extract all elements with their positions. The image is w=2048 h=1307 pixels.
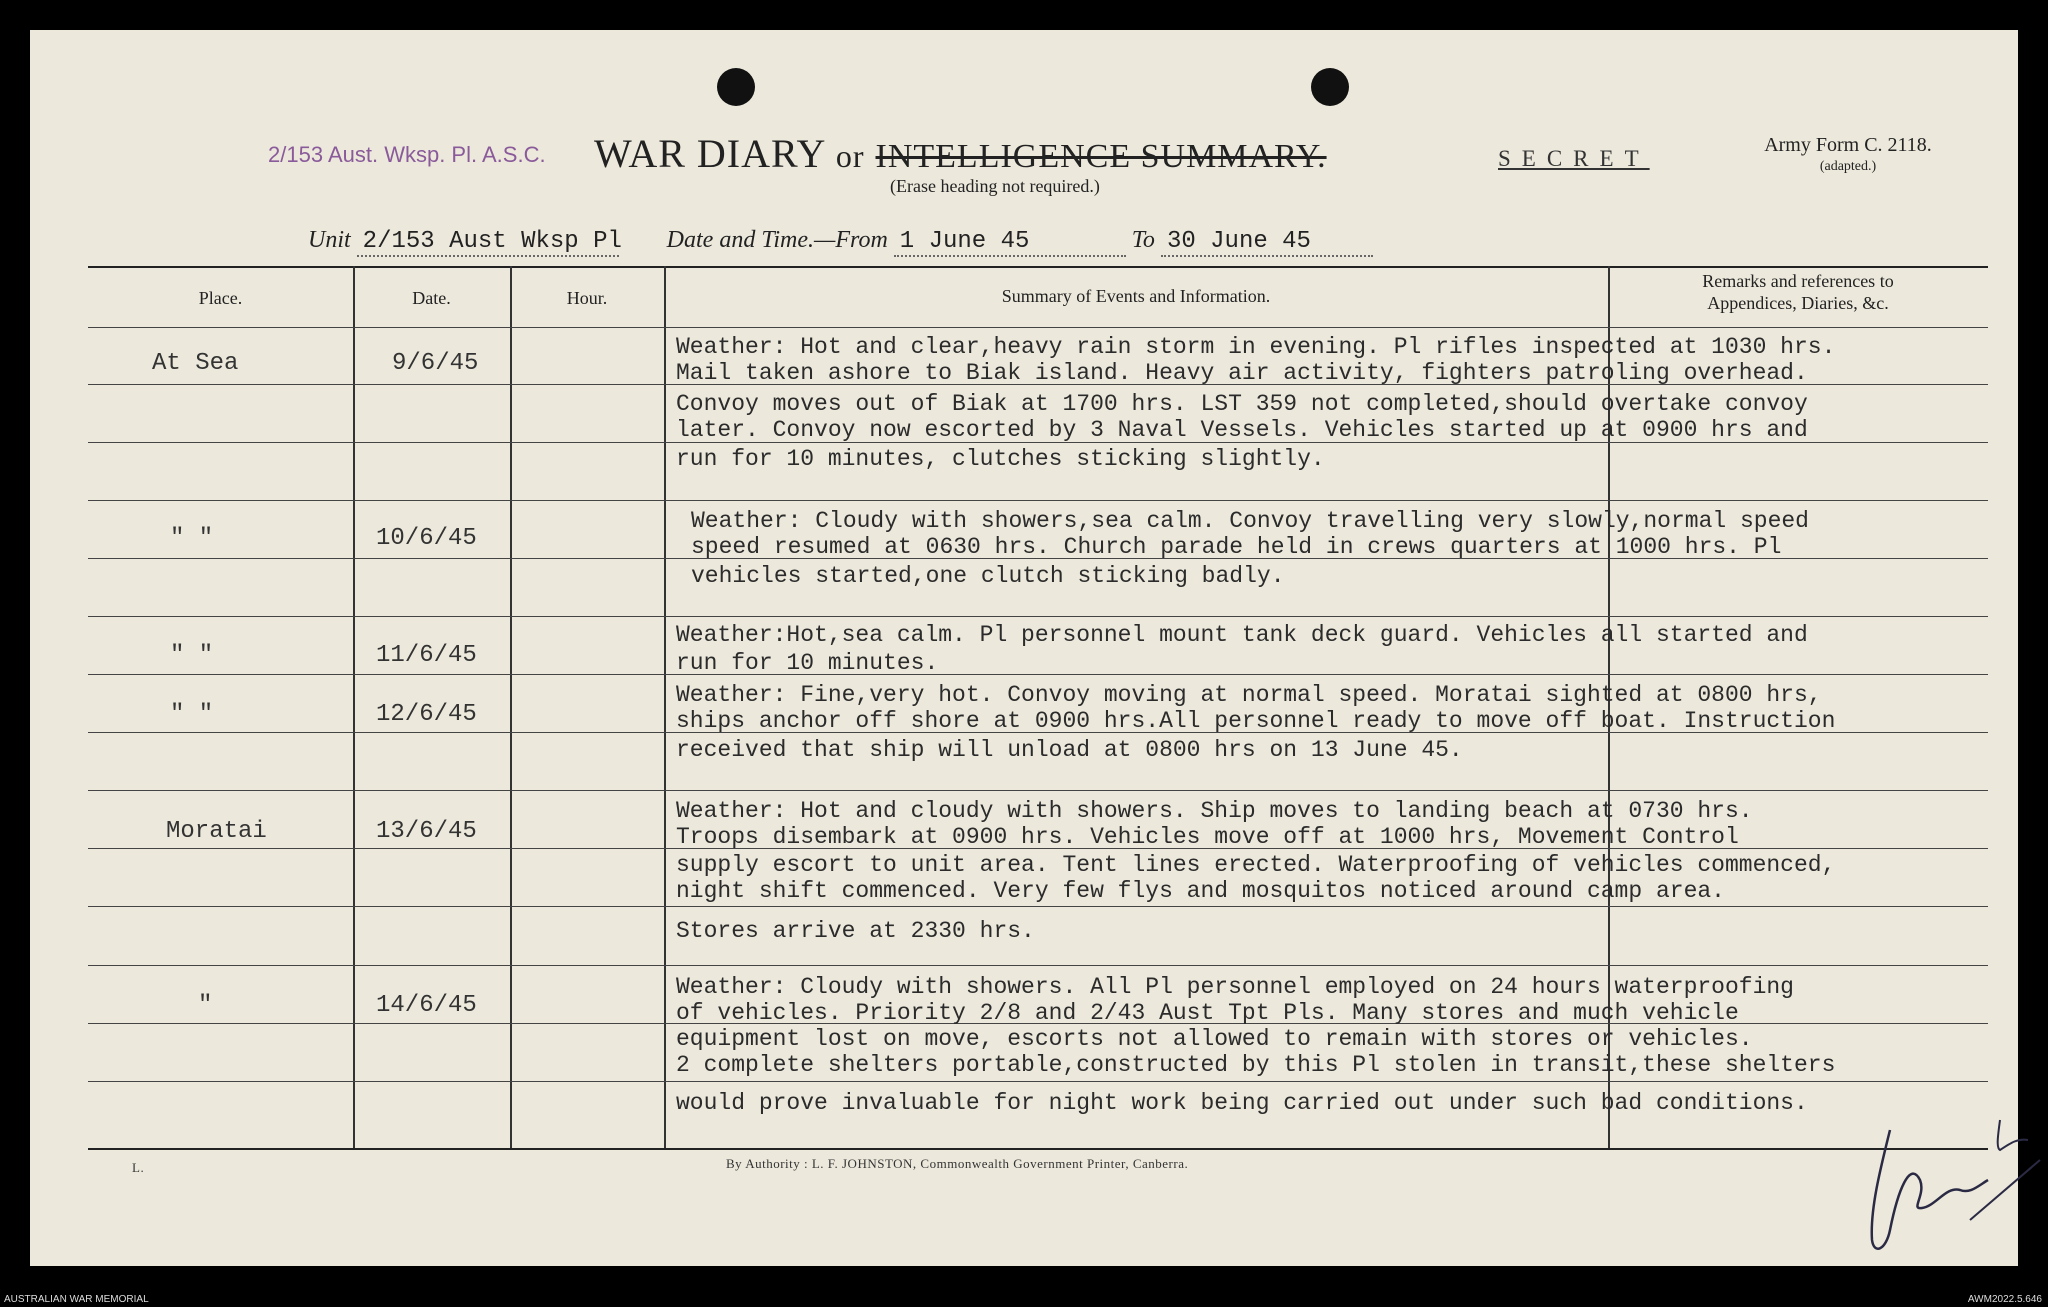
summary-line: Weather:Hot,sea calm. Pl personnel mount tank deck guard. Vehicles all started and [676,622,1808,648]
archive-right: AWM2022.5.646 [1967,1294,2042,1305]
col-header-date: Date. [412,288,451,308]
place-cell: " [198,992,213,1019]
unit-stamp: 2/153 Aust. Wksp. Pl. A.S.C. [268,142,546,167]
summary-line: Weather: Cloudy with showers. All Pl personnel employed on 24 hours waterproofing [676,974,1794,1000]
summary-line: ships anchor off shore at 0900 hrs.All personnel ready to move off boat. Instruction [676,708,1836,734]
rule [88,965,1988,966]
page-title [594,130,1327,177]
date-cell: 9/6/45 [392,350,479,377]
unit-line [308,227,1373,257]
table-top-rule [88,266,1988,268]
summary-line: later. Convoy now escorted by 3 Naval Vessels. Vehicles started up at 0900 hrs and [676,417,1808,443]
form-name: Army Form C. 2118. [1764,134,1932,156]
summary-line: Weather: Fine,very hot. Convoy moving at normal speed. Moratai sighted at 0800 hrs, [676,682,1822,708]
col-divider-place [353,266,355,1148]
summary-line: run for 10 minutes. [676,650,939,676]
punch-hole-right [1311,68,1349,106]
col-divider-date [510,266,512,1148]
date-label: Date and Time.—From [666,227,888,253]
to-value: 30 June 45 [1161,228,1373,257]
classification-secret: SECRET [1498,146,1650,171]
place-cell: Moratai [166,818,267,845]
summary-line: would prove invaluable for night work being carried out under such bad conditions. [676,1090,1808,1116]
rule [88,616,1988,617]
from-value: 1 June 45 [894,228,1126,257]
diary-page [30,30,2018,1266]
signature-mark [1850,1090,2048,1270]
summary-line: run for 10 minutes, clutches sticking slightly. [676,446,1325,472]
place-cell: " " [170,525,214,552]
summary-line: Weather: Hot and clear,heavy rain storm in evening. Pl rifles inspected at 1030 hrs. [676,334,1836,360]
title-war-diary: WAR DIARY [594,131,825,176]
date-cell: 10/6/45 [376,525,477,552]
summary-line: Troops disembark at 0900 hrs. Vehicles move off at 1000 hrs, Movement Control [676,824,1739,850]
summary-line: equipment lost on move, escorts not allowed to remain with stores or vehicles. [676,1026,1753,1052]
footer-left-mark: L. [132,1160,145,1175]
table-bottom-rule [88,1148,1988,1150]
summary-line: of vehicles. Priority 2/8 and 2/43 Aust Tpt Pls. Many stores and much vehicle [676,1000,1739,1026]
summary-line: Mail taken ashore to Biak island. Heavy air activity, fighters patroling overhead. [676,360,1808,386]
date-cell: 12/6/45 [376,701,477,728]
col-header-remarks [1608,270,1988,314]
remarks-line-1: Remarks and references to [1702,271,1894,291]
col-header-place: Place. [198,288,243,308]
date-cell: 14/6/45 [376,992,477,1019]
date-cell: 13/6/45 [376,818,477,845]
col-header-hour: Hour. [566,288,608,308]
summary-line: supply escort to unit area. Tent lines erected. Waterproofing of vehicles commenced, [676,852,1836,878]
unit-label: Unit [308,227,351,253]
rule [88,790,1988,791]
rule [88,906,1988,907]
army-form-label [1758,134,1938,178]
summary-line: Weather: Cloudy with showers,sea calm. Convoy travelling very slowly,normal speed [691,508,1809,534]
summary-line: received that ship will unload at 0800 hrs on 13 June 45. [676,737,1463,763]
summary-line: speed resumed at 0630 hrs. Church parade held in crews quarters at 1000 hrs. Pl [691,534,1782,560]
summary-line: night shift commenced. Very few flys and mosquitos noticed around camp area. [676,878,1725,904]
col-header-summary: Summary of Events and Information. [1001,286,1271,306]
rule [88,327,1988,328]
summary-line: Weather: Hot and cloudy with showers. Ship moves to landing beach at 0730 hrs. [676,798,1753,824]
place-cell: " " [170,642,214,669]
title-or: or [835,138,865,174]
rule [88,1081,1988,1082]
rule [88,500,1988,501]
place-cell: " " [170,701,214,728]
punch-hole-left [717,68,755,106]
to-label: To [1131,227,1155,253]
archive-left: AUSTRALIAN WAR MEMORIAL [4,1294,149,1305]
summary-line: Convoy moves out of Biak at 1700 hrs. LST 359 not completed,should overtake convoy [676,391,1808,417]
place-cell: At Sea [152,350,239,377]
printer-note: By Authority : L. F. JOHNSTON, Commonwealth Government Printer, Canberra. [726,1156,1189,1171]
unit-value: 2/153 Aust Wksp Pl [357,228,619,257]
erase-note: (Erase heading not required.) [890,176,1100,196]
summary-line: vehicles started,one clutch sticking badly. [691,563,1285,589]
title-struck: INTELLIGENCE SUMMARY. [875,138,1327,175]
summary-line: Stores arrive at 2330 hrs. [676,918,1035,944]
col-divider-hour [664,266,666,1148]
rule [88,674,1988,675]
date-cell: 11/6/45 [376,642,477,669]
summary-line: 2 complete shelters portable,constructed by this Pl stolen in transit,these shelters [676,1052,1836,1078]
remarks-line-2: Appendices, Diaries, &c. [1707,293,1889,313]
form-sub: (adapted.) [1819,159,1877,174]
